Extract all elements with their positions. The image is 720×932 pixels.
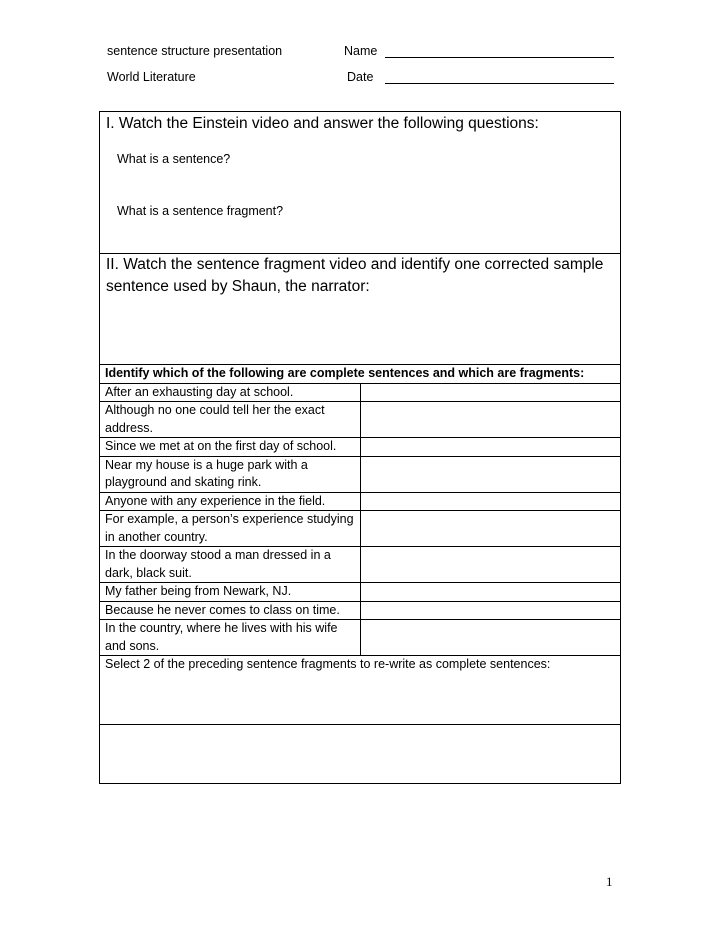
table-row: [100, 402, 621, 438]
date-field[interactable]: [385, 83, 614, 84]
name-label: Name: [344, 44, 378, 58]
table-row: [100, 456, 621, 492]
table-row: [100, 547, 621, 583]
answer-cell[interactable]: [360, 547, 621, 583]
question-sentence: What is a sentence?: [117, 152, 231, 166]
answer-cell[interactable]: [360, 511, 621, 547]
section-einstein-video: [99, 111, 621, 254]
rewrite-row: [100, 656, 621, 725]
item-text: After an exhausting day at school.: [100, 383, 361, 402]
answer-cell[interactable]: [360, 402, 621, 438]
table-row: [100, 583, 621, 602]
section-fragment-video: [99, 253, 621, 365]
fragment-identification-table: [99, 364, 621, 784]
instruction-text: Identify which of the following are complete sentences and which are fragments:: [100, 365, 621, 384]
table-row: [100, 383, 621, 402]
answer-cell[interactable]: [360, 438, 621, 457]
item-text: In the doorway stood a man dressed in a dark, black suit.: [100, 547, 361, 583]
rewrite-answer-row: [100, 725, 621, 784]
course-title: World Literature: [107, 70, 196, 84]
table-row: [100, 601, 621, 620]
rewrite-answer-cell[interactable]: [100, 725, 621, 784]
item-text: Because he never comes to class on time.: [100, 601, 361, 620]
table-row: [100, 620, 621, 656]
item-text: In the country, where he lives with his wife and sons.: [100, 620, 361, 656]
answer-cell[interactable]: [360, 620, 621, 656]
table-row: [100, 492, 621, 511]
page-number: 1: [606, 874, 613, 889]
item-text: Although no one could tell her the exact address.: [100, 402, 361, 438]
section2-title: II. Watch the sentence fragment video and identify one corrected sample sentence used by Shaun, the narrator:: [106, 256, 604, 295]
item-text: For example, a person’s experience studying in another country.: [100, 511, 361, 547]
answer-cell[interactable]: [360, 383, 621, 402]
item-text: Anyone with any experience in the field.: [100, 492, 361, 511]
instruction-row: [100, 365, 621, 384]
table-row: [100, 438, 621, 457]
answer-cell[interactable]: [360, 583, 621, 602]
name-field[interactable]: [385, 57, 614, 58]
item-text: Near my house is a huge park with a playground and skating rink.: [100, 456, 361, 492]
presentation-title: sentence structure presentation: [107, 44, 283, 58]
answer-cell[interactable]: [360, 492, 621, 511]
answer-cell[interactable]: [360, 456, 621, 492]
section1-title: I. Watch the Einstein video and answer the following questions:: [106, 115, 539, 132]
rewrite-instruction[interactable]: Select 2 of the preceding sentence fragments to re-write as complete sentences:: [100, 656, 621, 725]
answer-cell[interactable]: [360, 601, 621, 620]
table-row: [100, 511, 621, 547]
item-text: Since we met at on the first day of school.: [100, 438, 361, 457]
question-sentence-fragment: What is a sentence fragment?: [117, 204, 284, 218]
item-text: My father being from Newark, NJ.: [100, 583, 361, 602]
date-label: Date: [347, 70, 374, 84]
